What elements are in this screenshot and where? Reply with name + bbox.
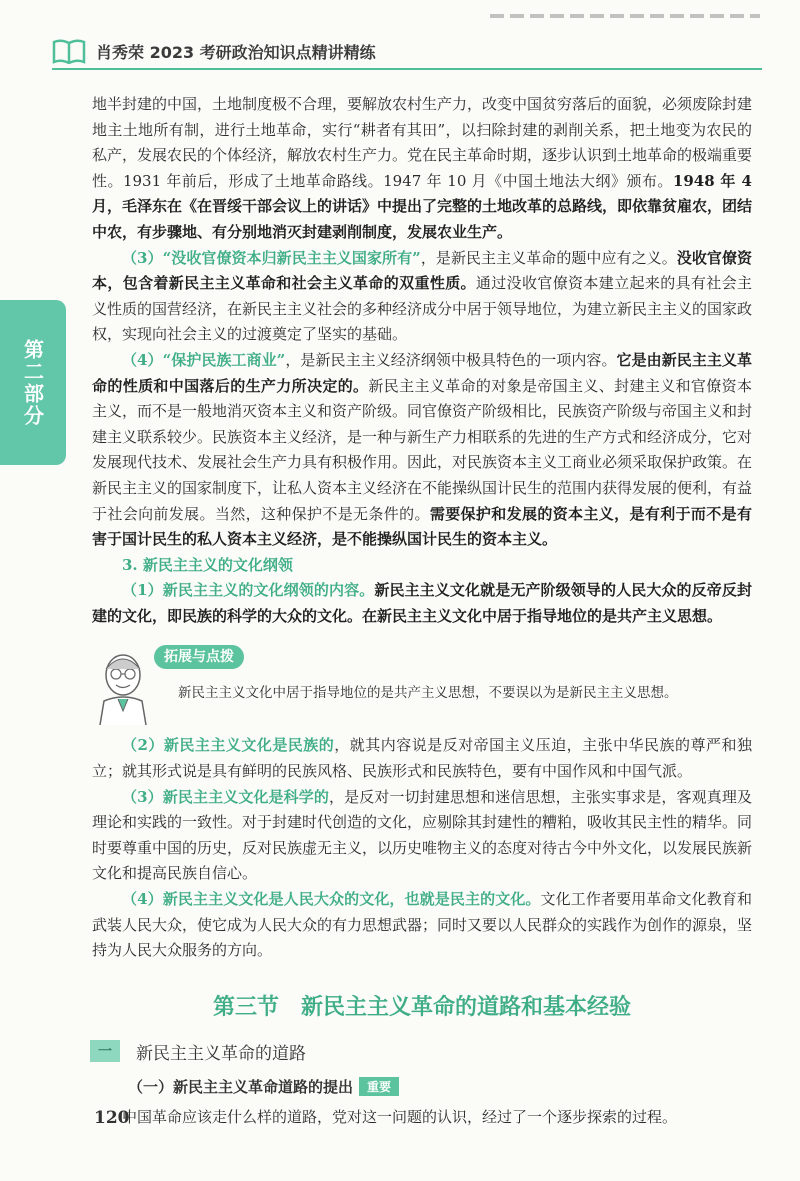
book-icon xyxy=(52,38,86,64)
text-bold-segment: 它是由新民主主义革命的性质和中国落后的生产力所决定的。 xyxy=(92,350,752,395)
paragraph-culture-national xyxy=(92,733,752,784)
text-segment: 地半封建的中国，土地制度极不合理，要解放农村生产力，改变中国贫穷落后的面貌，必须废除封建地主土地所有制，进行土地革命，实行“耕者有其田”，以扫除封建的剥削关系，把土地变为农民的私产，发展农民的个体经济，解放农村生产力。党在民主革命时期，逐步认识到土地革命的极端重要性。1931 年前后，形成了土地革命路线。1947 年 10 月《中国土地法大纲》颁布。 xyxy=(92,95,753,190)
subheading: 3. 新民主主义的文化纲领 xyxy=(122,555,293,574)
point-heading: （4）新民主主义文化是人民大众的文化，也就是民主的文化。 xyxy=(122,890,541,909)
text-segment: 通过没收官僚资本建立起来的具有社会主义性质的国营经济，在新民主主义社会的多种经济成分中居于领导地位，为建立新民主主义的国家政权，实现向社会主义的过渡奠定了坚实的基础。 xyxy=(92,274,753,344)
subsection-heading xyxy=(90,1039,752,1064)
paragraph-bureaucratic-capital xyxy=(92,246,752,348)
page-number: 120 xyxy=(94,1108,130,1128)
tip-box xyxy=(92,643,752,733)
text-segment: 中国革命应该走什么样的道路，党对这一问题的认识，经过了一个逐步探索的过程。 xyxy=(122,1107,678,1126)
paragraph-intro xyxy=(92,1105,752,1131)
topic-title: （一）新民主主义革命道路的提出 xyxy=(128,1077,354,1096)
tip-badge: 拓展与点拨 xyxy=(154,645,244,669)
point-heading: （2）新民主主义文化是民族的 xyxy=(122,736,335,755)
author-portrait-icon xyxy=(92,647,154,725)
part-side-tab xyxy=(0,300,66,465)
topic-heading xyxy=(128,1076,752,1097)
text-segment: 新民主主义革命的对象是帝国主义、封建主义和官僚资本主义，而不是一般地消灭资本主义和资产阶级。同官僚资产阶级相比，民族资产阶级与帝国主义和封建主义联系较少。民族资本主义经济，是一种与新生产力相联系的先进的生产方式和经济成分，它对发展现代技术、发展社会生产力具有积极作用。因此，对民族资本主义工商业必须采取保护政策。在新民主主义的国家制度下，让私人资本主义经济在不能操纵国计民生的范围内获得发展的便利，有益于社会向前发展。当然，这种保护不是无条件的。 xyxy=(92,376,753,523)
point-heading: （1）新民主主义的文化纲领的内容。 xyxy=(122,581,375,600)
paragraph-culture-content xyxy=(92,578,752,629)
text-segment: ，就其内容说是反对帝国主义压迫，主张中华民族的尊严和独立；就其形式说是具有鲜明的民族风格、民族形式和民族特色，要有中国作风和中国气派。 xyxy=(92,736,752,781)
text-segment: ，是新民主主义经济纲领中极具特色的一项内容。 xyxy=(285,350,617,369)
paragraph-culture-mass xyxy=(92,887,752,964)
text-segment: 文化工作者要用革命文化教育和武装人民大众，使它成为人民大众的有力思想武器；同时又要以人民群众的实践作为创作的源泉，坚持为人民大众服务的方向。 xyxy=(92,890,753,960)
book-title: 肖秀荣 2023 考研政治知识点精讲精练 xyxy=(96,42,376,62)
important-badge: 重要 xyxy=(359,1077,399,1096)
header-divider xyxy=(52,68,762,70)
part-label: 第二部分 xyxy=(20,338,45,427)
subsection-number: 一 xyxy=(90,1040,120,1062)
point-heading: （3）新民主主义文化是科学的 xyxy=(122,787,329,806)
text-bold-segment: 需要保护和发展的资本主义，是有利于而不是有害于国计民生的私人资本主义经济，是不能操纵国计民生的资本主义。 xyxy=(92,504,752,549)
text-segment: ，是反对一切封建思想和迷信思想，主张实事求是，客观真理及理论和实践的一致性。对于封建时代创造的文化，应剔除其封建性的糟粕，吸收其民主性的精华。同时要尊重中国的历史，反对民族虚无主义，以历史唯物主义的态度对待古今中外文化，以发展民族新文化和提高民族自信心。 xyxy=(92,787,753,883)
page-header xyxy=(52,38,376,64)
text-segment: ，是新民主主义革命的题中应有之义。 xyxy=(420,248,677,267)
subsection-title: 新民主主义革命的道路 xyxy=(136,1043,306,1064)
main-content xyxy=(92,92,752,1130)
tip-text: 新民主主义文化中居于指导地位的是共产主义思想，不要误以为是新民主主义思想。 xyxy=(178,685,678,702)
point-heading: （3）“没收官僚资本归新民主主义国家所有” xyxy=(122,248,421,267)
section-title: 第三节 新民主主义革命的道路和基本经验 xyxy=(212,994,631,1020)
paragraph-land-reform xyxy=(92,92,752,246)
header-decoration xyxy=(490,14,760,18)
text-bold-segment: 没收官僚资本，包含着新民主主义革命和社会主义革命的双重性质。 xyxy=(92,248,752,293)
paragraph-culture-scientific xyxy=(92,785,752,887)
text-bold-segment: 1948 年 4 月，毛泽东在《在晋绥干部会议上的讲话》中提出了完整的土地改革的总路线，即依靠贫雇农，团结中农，有步骤地、有分别地消灭封建剥削制度，发展农业生产。 xyxy=(92,171,753,241)
heading-culture-program xyxy=(92,553,752,579)
point-heading: （4）“保护民族工商业” xyxy=(122,350,286,369)
text-bold-segment: 新民主主义文化就是无产阶级领导的人民大众的反帝反封建的文化，即民族的科学的大众的文化。在新民主主义文化中居于指导地位的是共产主义思想。 xyxy=(92,581,752,625)
paragraph-national-industry xyxy=(92,348,752,553)
